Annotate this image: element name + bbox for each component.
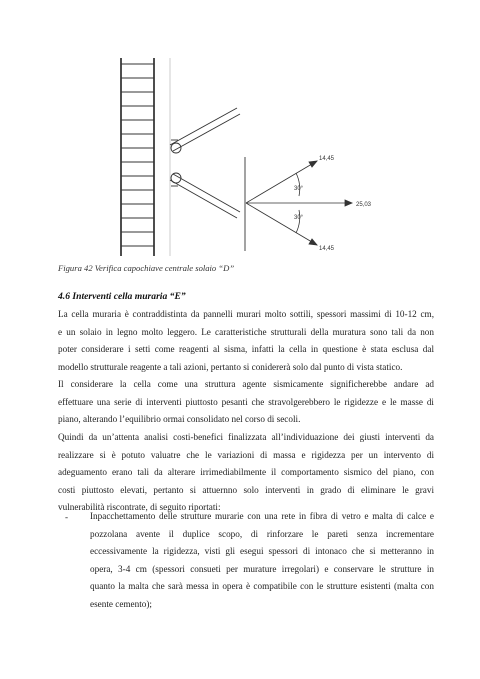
text-line: e un solaio in legno molto leggero. Le caratteristiche strutturali della muratura sono tali da non — [58, 326, 434, 337]
angle-top-label: 30° — [294, 186, 304, 192]
text-line: modello strutturale reagente a tali azioni, pertanto si conidererà solo dal punto di vista statico. — [58, 361, 403, 372]
tie-rods — [170, 108, 240, 218]
text-line: poter considerare i setti come reagenti al sisma, infatti la cella in questione è stata esclusa dal — [58, 344, 434, 355]
text-line: realizzare si è potuto valuatre che le variazioni di massa e rigidezza per un intervento di — [58, 449, 434, 460]
bullet-item — [90, 508, 434, 614]
text-line: pozzolana avente il duplice scopo, di rinforzare le pareti senza incrementare — [90, 528, 434, 539]
capochiave-diagram — [0, 0, 480, 265]
angle-bottom-label: 30° — [294, 215, 304, 221]
wall-lines — [121, 58, 170, 256]
text-line: Il considerare la cella come una struttura agente sismicamente significherebbe andare ad — [58, 379, 434, 389]
force-bottom-label: 14,45 — [319, 246, 335, 252]
text-line: eccessivamente la rigidezza, visti gli esegui spessori di intonaco che si metteranno in — [90, 546, 434, 557]
text-line: esente cemento); — [90, 598, 152, 609]
text-line: piano, alterando l’equilibrio ormai consolidato nel corso di secoli. — [58, 414, 301, 425]
text-line: quanto la malta che sarà messa in opera è compatibile con le strutture esistenti (malta con — [90, 581, 434, 592]
text-line: vulnerabilità riscontrate, di seguito riportati: — [58, 502, 221, 513]
force-top-label: 14,45 — [319, 156, 335, 162]
force-vectors — [245, 157, 352, 251]
bullet-marker: - — [65, 512, 69, 522]
paragraph-1 — [58, 306, 434, 376]
paragraph-2 — [58, 376, 434, 429]
text-line: effettuare una serie di interventi piuttosto pesanti che stravolgerebbero le rigidezze e le masse di — [58, 396, 434, 407]
section-heading: 4.6 Interventi cella muraria “E” — [58, 291, 186, 302]
text-line: Inpacchettamento delle strutture murarie con una rete in fibra di vetro e malta di calce e — [90, 511, 434, 521]
text-line: Quindi da un’attenta analisi costi-benefici finalizzata all’individuazione dei giusti interventi da — [58, 432, 434, 442]
paragraph-3 — [58, 429, 434, 517]
force-mid-label: 25,03 — [356, 202, 372, 208]
text-line: costi piuttosto elevati, pertanto si attuernno solo interventi in grado di eliminare le gravi — [58, 484, 434, 495]
text-line: La cella muraria è contraddistinta da pannelli murari molto sottili, spessori massimi di 10-12 cm, — [58, 309, 434, 319]
text-line: opera, 3-4 cm (spessori consueti per murature irregolari) e conservare le strutture in — [90, 563, 434, 574]
figure-caption: Figura 42 Verifica capochiave centrale solaio “D” — [58, 263, 235, 273]
text-line: adeguamento erano tali da alterare irrimediabilmente il comportamento sismico del piano, con — [58, 467, 434, 478]
